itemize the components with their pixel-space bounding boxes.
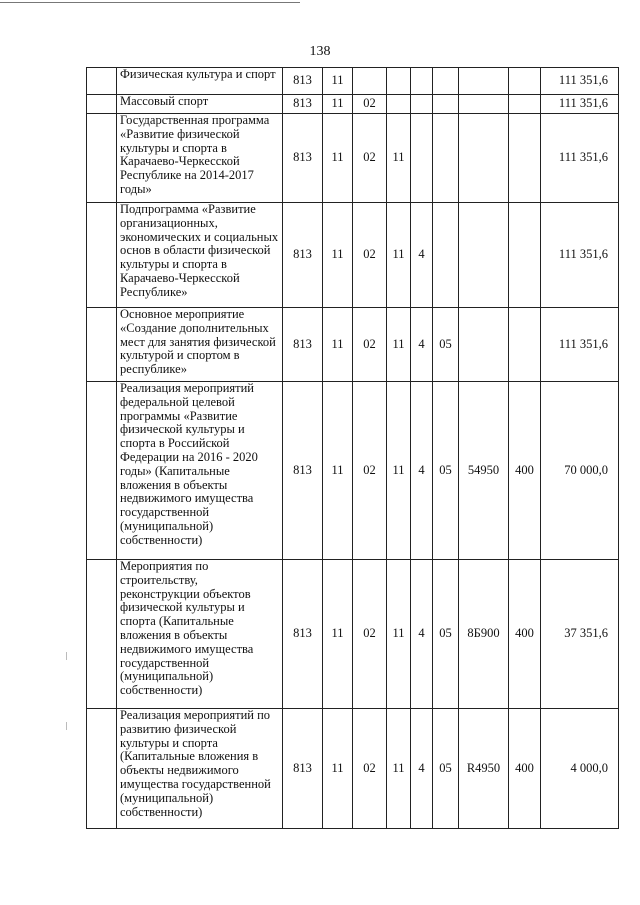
row-name-cell: Реализация мероприятий по развитию физической культуры и спорта (Капитальные вложения в объекты недвижимого имущества государственной (муниципальной) собственности) bbox=[117, 709, 283, 829]
code-cell: 813 bbox=[283, 709, 323, 829]
page-number: 138 bbox=[309, 44, 331, 59]
amount-cell: 111 351,6 bbox=[541, 308, 619, 382]
program-cell: 11 bbox=[387, 114, 411, 203]
program-cell bbox=[387, 68, 411, 95]
row-name-cell: Физическая культура и спорт bbox=[117, 68, 283, 95]
subsection-cell: 02 bbox=[353, 203, 387, 308]
budget-table bbox=[86, 67, 619, 829]
section-cell: 11 bbox=[323, 114, 353, 203]
subsection-cell bbox=[353, 68, 387, 95]
event-cell: 05 bbox=[433, 560, 459, 709]
subprogram-cell bbox=[411, 114, 433, 203]
table-row bbox=[87, 560, 619, 709]
program-cell: 11 bbox=[387, 709, 411, 829]
row-name-cell: Реализация мероприятий федеральной целевой программы «Развитие физической культуры и спорта в Российской Федерации на 2016 - 2020 годы» (Капитальные вложения в объекты недвижимого имущества государственной (муниципальной) собственности) bbox=[117, 382, 283, 560]
program-cell bbox=[387, 95, 411, 114]
code-cell: 813 bbox=[283, 382, 323, 560]
subprogram-cell: 4 bbox=[411, 382, 433, 560]
expense-type-cell: 400 bbox=[509, 382, 541, 560]
amount-cell: 37 351,6 bbox=[541, 560, 619, 709]
expense-type-cell bbox=[509, 308, 541, 382]
row-name-cell: Мероприятия по строительству, реконструкции объектов физической культуры и спорта (Капитальные вложения в объекты недвижимого имущества государственной (муниципальной) собственности) bbox=[117, 560, 283, 709]
section-cell: 11 bbox=[323, 560, 353, 709]
subsection-cell: 02 bbox=[353, 308, 387, 382]
table-row bbox=[87, 382, 619, 560]
subsection-cell: 02 bbox=[353, 382, 387, 560]
amount-cell: 111 351,6 bbox=[541, 114, 619, 203]
program-cell: 11 bbox=[387, 203, 411, 308]
subprogram-cell: 4 bbox=[411, 709, 433, 829]
code-cell: 813 bbox=[283, 114, 323, 203]
blank-cell bbox=[87, 308, 117, 382]
blank-cell bbox=[87, 114, 117, 203]
blank-cell bbox=[87, 382, 117, 560]
subprogram-cell: 4 bbox=[411, 560, 433, 709]
direction-cell bbox=[459, 68, 509, 95]
event-cell bbox=[433, 203, 459, 308]
direction-cell bbox=[459, 95, 509, 114]
direction-cell bbox=[459, 308, 509, 382]
expense-type-cell: 400 bbox=[509, 709, 541, 829]
expense-type-cell: 400 bbox=[509, 560, 541, 709]
code-cell: 813 bbox=[283, 308, 323, 382]
amount-cell: 4 000,0 bbox=[541, 709, 619, 829]
subprogram-cell: 4 bbox=[411, 308, 433, 382]
event-cell bbox=[433, 95, 459, 114]
section-cell: 11 bbox=[323, 68, 353, 95]
amount-cell: 111 351,6 bbox=[541, 68, 619, 95]
program-cell: 11 bbox=[387, 382, 411, 560]
blank-cell bbox=[87, 709, 117, 829]
expense-type-cell bbox=[509, 114, 541, 203]
amount-cell: 111 351,6 bbox=[541, 95, 619, 114]
subsection-cell: 02 bbox=[353, 114, 387, 203]
code-cell: 813 bbox=[283, 203, 323, 308]
row-name-cell: Основное мероприятие «Создание дополнительных мест для занятия физической культурой и спортом в республике» bbox=[117, 308, 283, 382]
row-name-cell: Подпрограмма «Развитие организационных, экономических и социальных основ в области физической культуры и спорта в Карачаево-Черкесской Республике» bbox=[117, 203, 283, 308]
direction-cell: R4950 bbox=[459, 709, 509, 829]
subsection-cell: 02 bbox=[353, 709, 387, 829]
section-cell: 11 bbox=[323, 203, 353, 308]
blank-cell bbox=[87, 560, 117, 709]
program-cell: 11 bbox=[387, 308, 411, 382]
section-cell: 11 bbox=[323, 382, 353, 560]
table-row bbox=[87, 203, 619, 308]
code-cell: 813 bbox=[283, 68, 323, 95]
subsection-cell: 02 bbox=[353, 95, 387, 114]
direction-cell: 8Б900 bbox=[459, 560, 509, 709]
table-row bbox=[87, 68, 619, 95]
table-row bbox=[87, 95, 619, 114]
budget-table-body bbox=[87, 68, 619, 829]
blank-cell bbox=[87, 68, 117, 95]
direction-cell bbox=[459, 203, 509, 308]
row-name-cell: Массовый спорт bbox=[117, 95, 283, 114]
section-cell: 11 bbox=[323, 308, 353, 382]
expense-type-cell bbox=[509, 68, 541, 95]
code-cell: 813 bbox=[283, 95, 323, 114]
amount-cell: 70 000,0 bbox=[541, 382, 619, 560]
expense-type-cell bbox=[509, 95, 541, 114]
subprogram-cell: 4 bbox=[411, 203, 433, 308]
table-row bbox=[87, 308, 619, 382]
blank-cell bbox=[87, 203, 117, 308]
amount-cell: 111 351,6 bbox=[541, 203, 619, 308]
event-cell bbox=[433, 68, 459, 95]
section-cell: 11 bbox=[323, 709, 353, 829]
scan-mark bbox=[66, 722, 67, 730]
section-cell: 11 bbox=[323, 95, 353, 114]
direction-cell bbox=[459, 114, 509, 203]
subprogram-cell bbox=[411, 95, 433, 114]
scan-mark bbox=[66, 652, 67, 660]
program-cell: 11 bbox=[387, 560, 411, 709]
code-cell: 813 bbox=[283, 560, 323, 709]
direction-cell: 54950 bbox=[459, 382, 509, 560]
subsection-cell: 02 bbox=[353, 560, 387, 709]
table-row bbox=[87, 709, 619, 829]
subprogram-cell bbox=[411, 68, 433, 95]
expense-type-cell bbox=[509, 203, 541, 308]
event-cell bbox=[433, 114, 459, 203]
row-name-cell: Государственная программа «Развитие физической культуры и спорта в Карачаево-Черкесской Республике на 2014-2017 годы» bbox=[117, 114, 283, 203]
blank-cell bbox=[87, 95, 117, 114]
event-cell: 05 bbox=[433, 382, 459, 560]
event-cell: 05 bbox=[433, 709, 459, 829]
event-cell: 05 bbox=[433, 308, 459, 382]
scan-edge-line bbox=[0, 2, 300, 3]
table-row bbox=[87, 114, 619, 203]
